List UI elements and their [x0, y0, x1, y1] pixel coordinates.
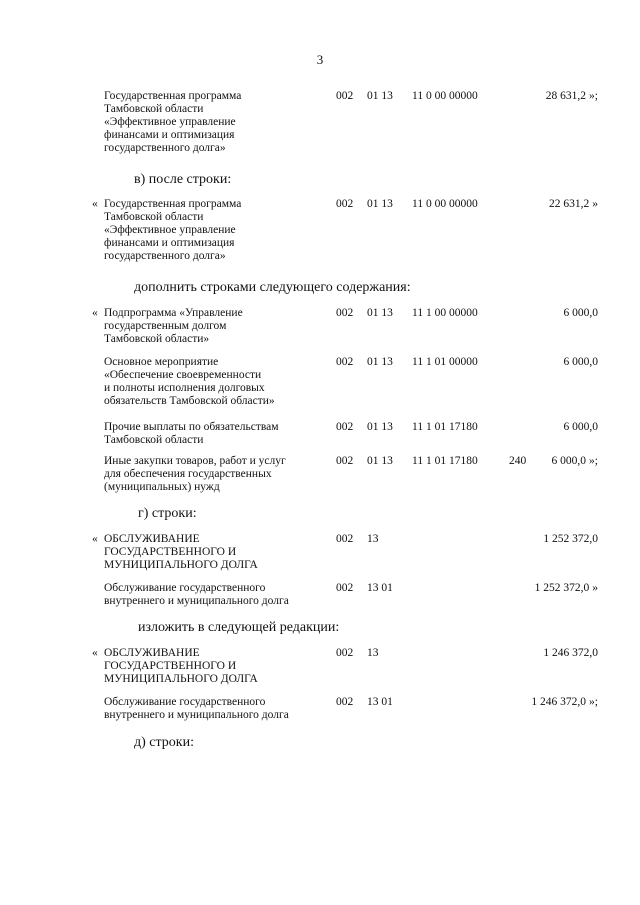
row-name-line: государственным долгом	[104, 320, 227, 332]
row-name-line: «Эффективное управление	[104, 116, 236, 128]
closing-quote: »;	[589, 455, 598, 467]
ministry-code: 002	[336, 533, 354, 545]
row-name	[104, 696, 326, 722]
section-heading: дополнить строками следующего содержания:	[134, 280, 411, 295]
row-name-line: ОБСЛУЖИВАНИЕ	[104, 533, 200, 545]
opening-quote: «	[92, 198, 98, 210]
closing-quote: »	[592, 198, 598, 210]
row-name-line: Иные закупки товаров, работ и услуг	[104, 455, 286, 467]
row-name-line: государственного долга»	[104, 250, 226, 262]
amount-cell	[549, 198, 598, 211]
row-name	[104, 533, 326, 572]
amount-cell	[564, 307, 599, 320]
row-name-line: Государственная программа	[104, 90, 242, 102]
ministry-code: 002	[336, 356, 354, 368]
page-number: 3	[316, 52, 324, 67]
row-name	[104, 356, 326, 408]
amount-value: 22 631,2	[549, 198, 590, 210]
section-code: 01 13	[367, 90, 393, 102]
closing-quote: »	[592, 582, 598, 594]
target-article-code: 11 1 00 00000	[412, 307, 478, 319]
target-article-code: 11 1 01 00000	[412, 356, 478, 368]
amount-cell	[564, 356, 599, 369]
row-name-line: ГОСУДАРСТВЕННОГО И	[104, 546, 237, 558]
amount-value: 6 000,0	[563, 356, 598, 368]
row-name-line: и полноты исполнения долговых	[104, 382, 265, 394]
section-code: 13	[367, 533, 379, 545]
target-article-code: 11 0 00 00000	[412, 90, 478, 102]
section-code: 13 01	[367, 582, 393, 594]
target-article-code: 11 0 00 00000	[412, 198, 478, 210]
section-code: 01 13	[367, 455, 393, 467]
row-name-line: финансами и оптимизация	[104, 129, 235, 141]
section-heading: д) строки:	[134, 735, 194, 750]
section-code: 13	[367, 647, 379, 659]
amount-value: 28 631,2	[545, 90, 587, 102]
target-article-code: 11 1 01 17180	[412, 455, 478, 467]
amount-cell	[531, 696, 598, 709]
amount-cell	[546, 90, 598, 103]
closing-quote: »;	[589, 696, 598, 708]
row-name-line: Тамбовской области»	[104, 333, 210, 345]
opening-quote: «	[92, 533, 98, 545]
amount-cell	[564, 421, 599, 434]
row-name-line: «Эффективное управление	[104, 224, 236, 236]
amount-cell	[543, 533, 598, 546]
opening-quote: «	[92, 307, 98, 319]
row-name	[104, 307, 326, 346]
section-code: 01 13	[367, 356, 393, 368]
row-name-line: ОБСЛУЖИВАНИЕ	[104, 647, 200, 659]
section-code: 01 13	[367, 198, 393, 210]
amount-value: 1 252 372,0	[534, 582, 590, 594]
amount-cell	[535, 582, 598, 595]
row-name-line: Прочие выплаты по обязательствам	[104, 421, 279, 433]
amount-value: 1 252 372,0	[543, 533, 598, 545]
row-name-line: МУНИЦИПАЛЬНОГО ДОЛГА	[104, 559, 258, 571]
ministry-code: 002	[336, 455, 354, 467]
row-name-line: обязательств Тамбовской области»	[104, 395, 275, 407]
closing-quote: »;	[589, 90, 598, 102]
row-name-line: внутреннего и муниципального долга	[104, 709, 289, 721]
row-name-line: финансами и оптимизация	[104, 237, 235, 249]
ministry-code: 002	[336, 582, 354, 594]
row-name-line: «Обеспечение своевременности	[104, 369, 262, 381]
ministry-code: 002	[336, 307, 354, 319]
section-code: 01 13	[367, 421, 393, 433]
ministry-code: 002	[336, 198, 354, 210]
ministry-code: 002	[336, 696, 354, 708]
ministry-code: 002	[336, 647, 354, 659]
row-name-line: МУНИЦИПАЛЬНОГО ДОЛГА	[104, 673, 258, 685]
row-name-line: Обслуживание государственного	[104, 696, 266, 708]
amount-value: 1 246 372,0	[543, 647, 598, 659]
row-name-line: Подпрограмма «Управление	[104, 307, 243, 319]
opening-quote: «	[92, 647, 98, 659]
section-heading: г) строки:	[138, 506, 197, 521]
row-name-line: внутреннего и муниципального долга	[104, 595, 289, 607]
amount-cell	[543, 647, 598, 660]
amount-value: 6 000,0	[563, 421, 598, 433]
row-name-line: Тамбовской области	[104, 211, 204, 223]
amount-cell	[552, 455, 598, 468]
row-name	[104, 421, 326, 447]
row-name	[104, 455, 326, 494]
row-name-line: ГОСУДАРСТВЕННОГО И	[104, 660, 237, 672]
row-name-line: Обслуживание государственного	[104, 582, 266, 594]
amount-value: 6 000,0	[551, 455, 587, 467]
row-name-line: государственного долга»	[104, 142, 226, 154]
section-code: 13 01	[367, 696, 393, 708]
section-code: 01 13	[367, 307, 393, 319]
row-name	[104, 198, 326, 263]
row-name	[104, 582, 326, 608]
row-name-line: для обеспечения государственных	[104, 468, 272, 480]
expense-type-code: 240	[509, 455, 527, 467]
row-name-line: (муниципальных) нужд	[104, 481, 220, 493]
amount-value: 6 000,0	[563, 307, 598, 319]
ministry-code: 002	[336, 421, 354, 433]
section-heading: изложить в следующей редакции:	[138, 620, 340, 635]
ministry-code: 002	[336, 90, 354, 102]
row-name	[104, 90, 326, 155]
row-name	[104, 647, 326, 686]
row-name-line: Государственная программа	[104, 198, 242, 210]
amount-value: 1 246 372,0	[531, 696, 587, 708]
target-article-code: 11 1 01 17180	[412, 421, 478, 433]
row-name-line: Основное мероприятие	[104, 356, 219, 368]
row-name-line: Тамбовской области	[104, 103, 204, 115]
section-heading: в) после строки:	[134, 172, 232, 187]
row-name-line: Тамбовской области	[104, 434, 204, 446]
